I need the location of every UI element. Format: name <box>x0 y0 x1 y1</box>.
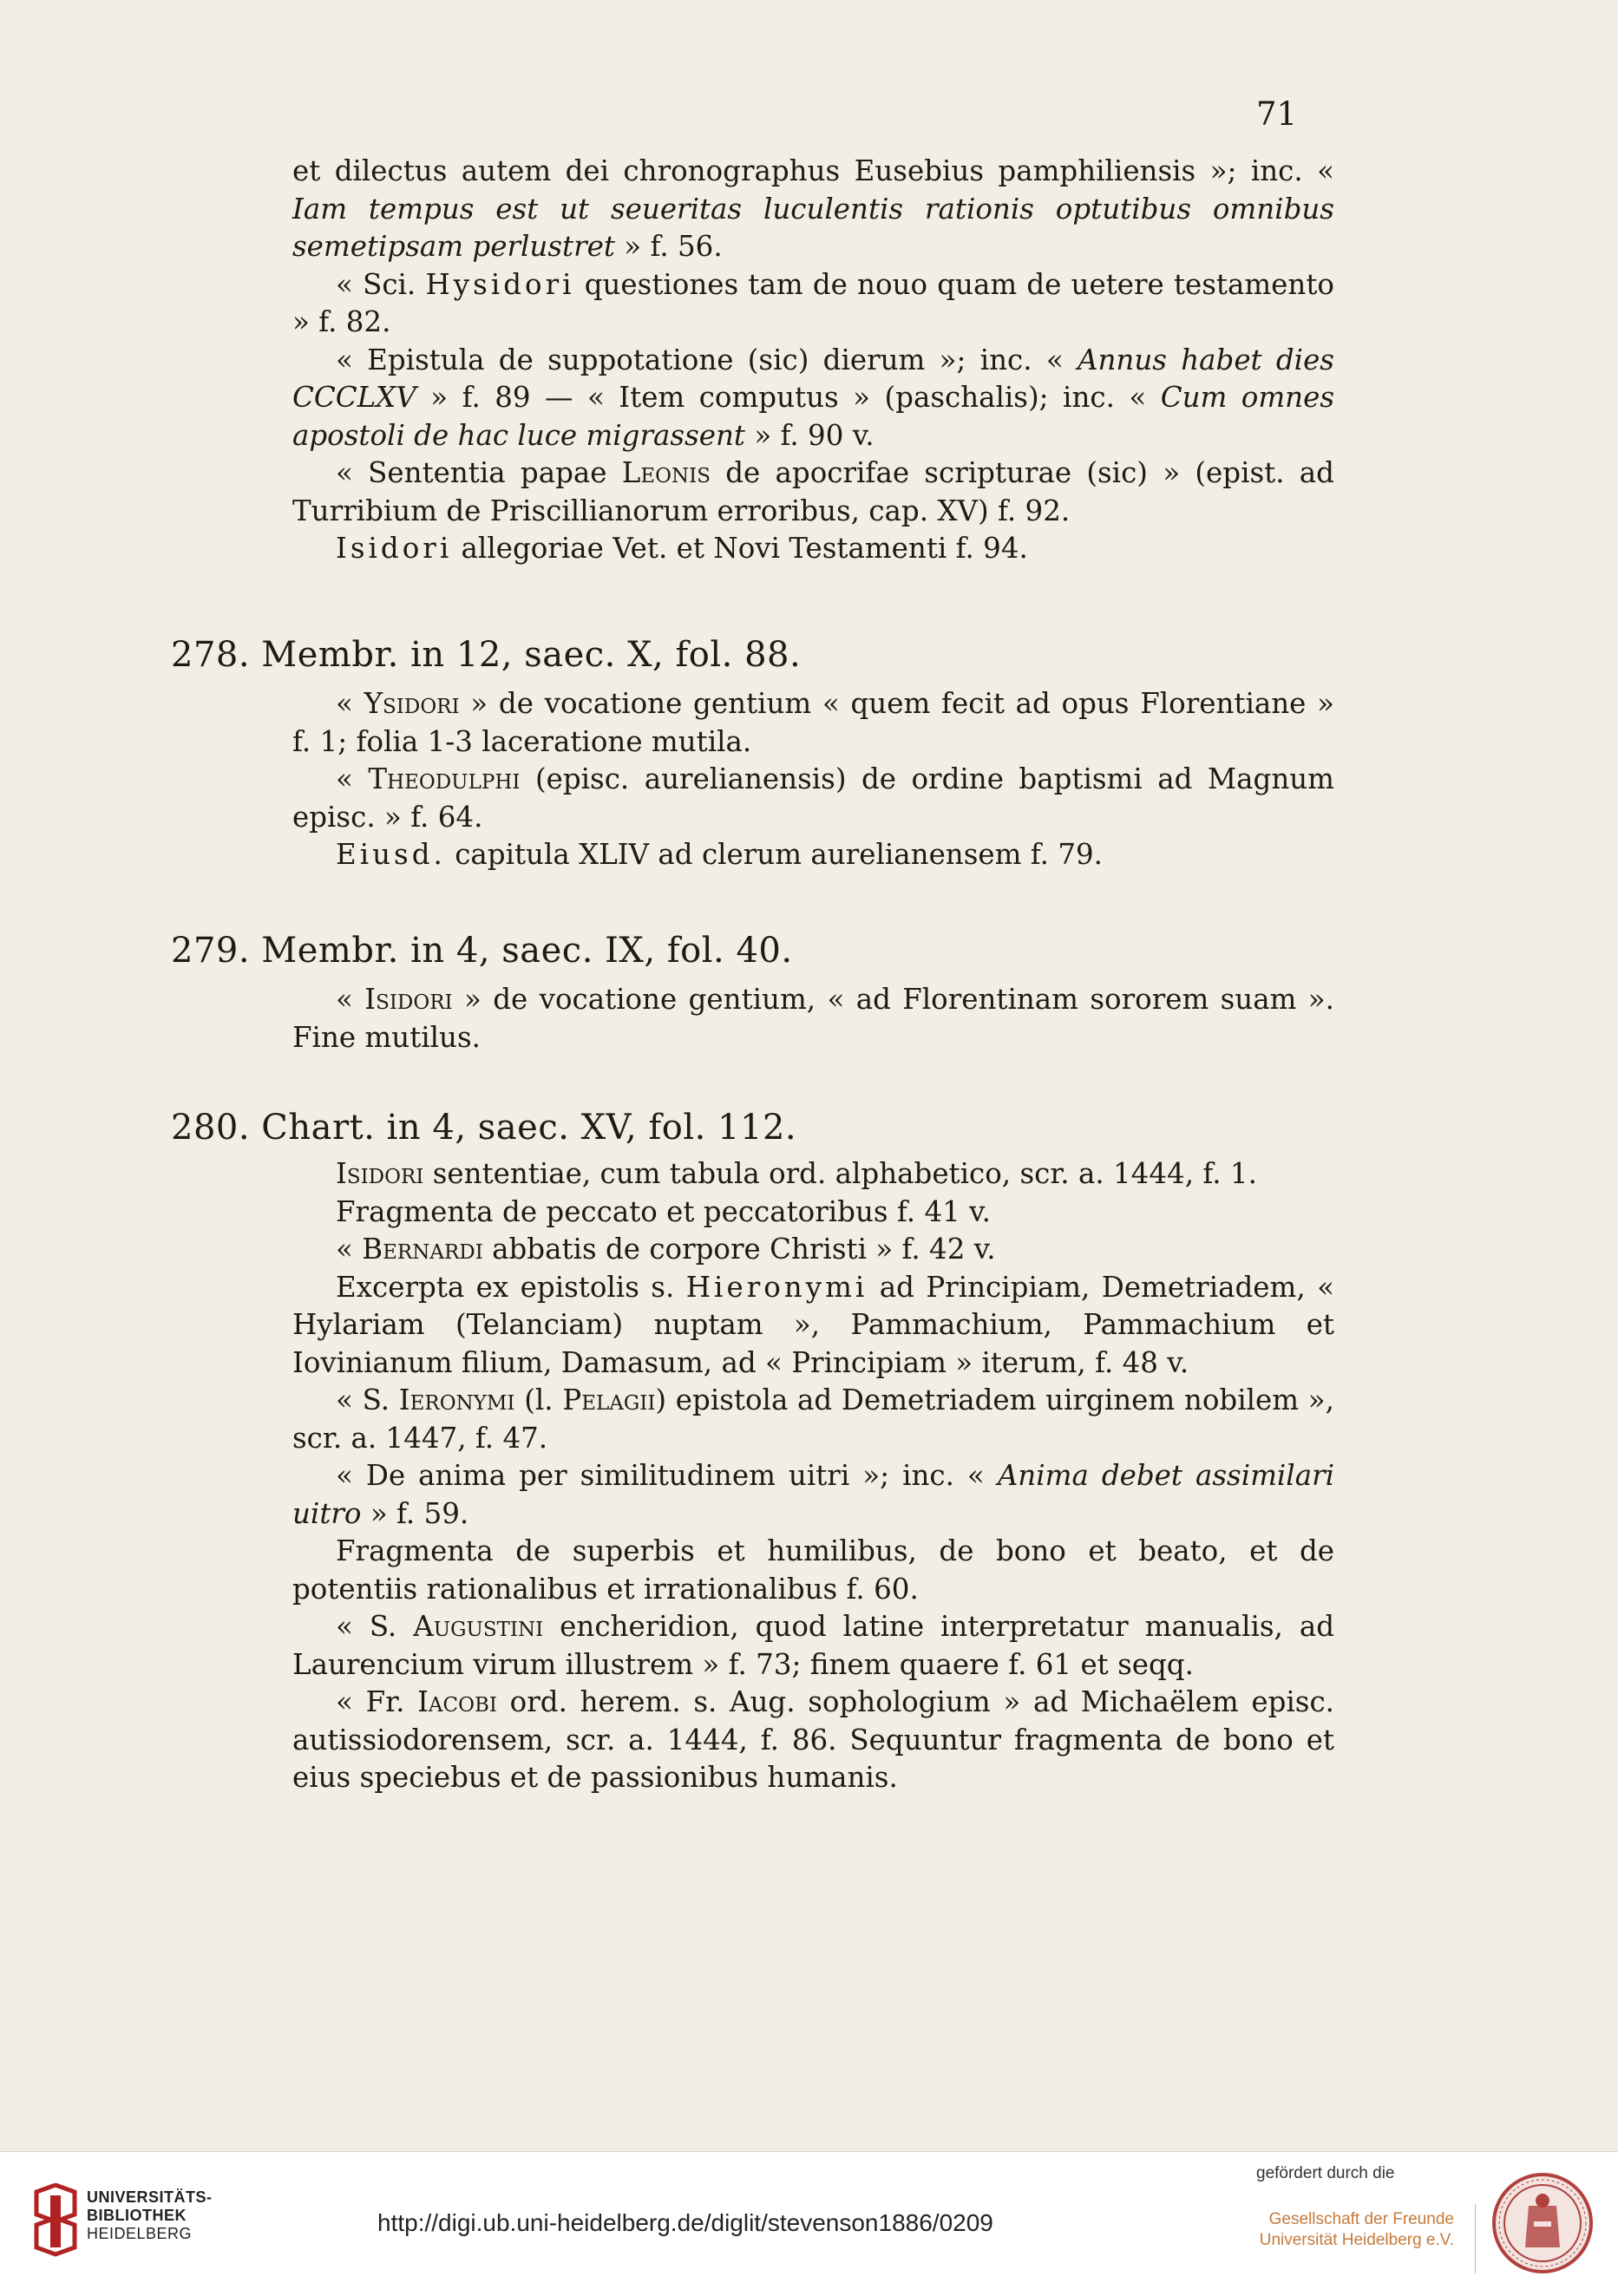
ub-heidelberg-logo-icon[interactable] <box>33 2183 78 2267</box>
page-number: 71 <box>1256 95 1298 133</box>
entry-280-paragraph-1: Isidori sententiae, cum tabula ord. alphabetico, scr. a. 1444, f. 1. <box>336 1157 1257 1190</box>
intro-paragraph-4: « Sententia papae Leonis de apocrifae scripturae (sic) » (epist. ad Turribium de Priscillianorum erroribus, cap. XV) f. 92. <box>292 456 1334 527</box>
library-name[interactable]: UNIVERSITÄTS- BIBLIOTHEK HEIDELBERG <box>87 2188 213 2242</box>
entry-280-paragraph-6: « De anima per similitudinem uitri »; inc. « Anima debet assimilari uitro » f. 59. <box>292 1459 1335 1530</box>
entry-279-paragraph-1: « Isidori » de vocatione gentium, « ad Florentinam sororem suam ». Fine mutilus. <box>292 983 1334 1054</box>
intro-paragraph-5: Isidori allegoriae Vet. et Novi Testamenti f. 94. <box>336 532 1028 565</box>
entry-280-paragraph-9: « Fr. Iacobi ord. herem. s. Aug. sophologium » ad Michaëlem episc. autissiodorensem, scr. a. 1444, f. 86. Sequuntur fragmenta de bono et eius speciebus et de passionibus humanis. <box>292 1685 1334 1794</box>
entry-278-paragraph-2: « Theodulphi (episc. aurelianensis) de ordine baptismi ad Magnum episc. » f. 64. <box>292 762 1335 834</box>
entry-280-paragraph-8: « S. Augustini encheridion, quod latine interpretatur manualis, ad Laurencium virum illustrem » f. 73; finem quaere f. 61 et seqq. <box>292 1610 1335 1681</box>
entry-278-heading: 278. Membr. in 12, saec. X, fol. 88. <box>171 635 802 675</box>
entry-279-heading: 279. Membr. in 4, saec. IX, fol. 40. <box>171 931 793 971</box>
entry-280-body <box>292 1155 1334 1797</box>
permalink-url[interactable]: http://digi.ub.uni-heidelberg.de/diglit/stevenson1886/0209 <box>377 2209 993 2236</box>
sponsor-society-name[interactable]: Gesellschaft der Freunde Universität Heidelberg e.V. <box>1259 2210 1454 2249</box>
entry-278-paragraph-1: « Ysidori » de vocatione gentium « quem fecit ad opus Florentiane » f. 1; folia 1-3 laceratione mutila. <box>292 687 1334 758</box>
funded-by-label: gefördert durch die <box>1256 2164 1395 2182</box>
entry-280-paragraph-7: Fragmenta de superbis et humilibus, de bono et beato, et de potentiis rationalibus et irrationalibus f. 60. <box>292 1534 1334 1606</box>
entry-278-paragraph-3: Eiusd. capitula XLIV ad clerum aurelianensem f. 79. <box>336 838 1104 871</box>
entry-279-body <box>292 981 1334 1056</box>
footer-divider <box>1475 2204 1476 2273</box>
entry-280-paragraph-3: « Bernardi abbatis de corpore Christi » f. 42 v. <box>336 1233 996 1266</box>
entry-280-paragraph-4: Excerpta ex epistolis s. Hieronymi ad Principiam, Demetriadem, « Hylariam (Telanciam) nuptam », Pammachium, Pammachium et Iovinianum filium, Damasum, ad « Principiam » iterum, f. 48 v. <box>292 1270 1334 1379</box>
digitization-footer <box>0 2151 1618 2296</box>
intro-section <box>292 153 1334 568</box>
university-seal-icon[interactable] <box>1490 2171 1595 2279</box>
entry-278-body <box>292 685 1334 874</box>
intro-paragraph-3: « Epistula de suppotatione (sic) dierum »; inc. « Annus habet dies CCCLXV » f. 89 — « Item computus » (paschalis); inc. « Cum omnes apostoli de hac luce migrassent » f. 90 v. <box>292 343 1334 452</box>
entry-280-paragraph-2: Fragmenta de peccato et peccatoribus f. 41 v. <box>336 1194 991 1228</box>
entry-280-heading: 280. Chart. in 4, saec. XV, fol. 112. <box>171 1108 797 1148</box>
intro-paragraph-2: « Sci. Hysidori questiones tam de nouo quam de uetere testamento » f. 82. <box>292 267 1334 338</box>
entry-280-paragraph-5: « S. Ieronymi (l. Pelagii) epistola ad Demetriadem uirginem nobilem », scr. a. 1447, f. 47. <box>292 1383 1334 1455</box>
intro-paragraph-1: et dilectus autem dei chronographus Eusebius pamphiliensis »; inc. « Iam tempus est ut seueritas luculentis rationis optutibus omnibus semetipsam perlustret » f. 56. <box>292 154 1334 263</box>
